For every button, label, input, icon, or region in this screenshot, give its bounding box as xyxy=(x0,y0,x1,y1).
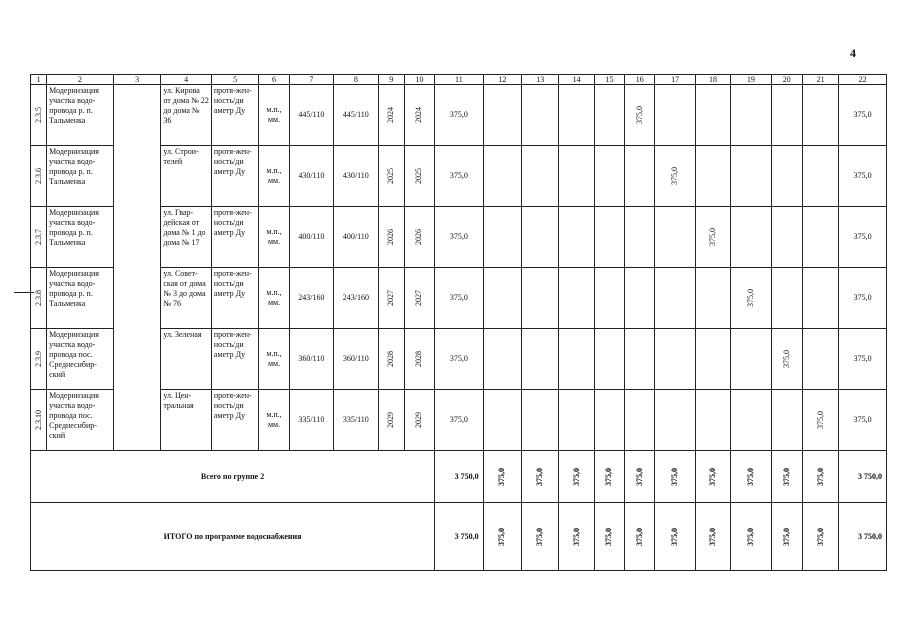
empty-cell xyxy=(695,85,730,146)
unit: м.п., мм. xyxy=(259,390,289,451)
start-year-text: 2025 xyxy=(386,168,396,184)
totals-yearly-value-text: 375,0 xyxy=(815,527,825,546)
total-cost: 375,0 xyxy=(435,146,484,207)
empty-cell xyxy=(771,268,802,329)
empty-cell xyxy=(559,146,594,207)
header-cell: 15 xyxy=(594,75,624,85)
project-name: Модернизация участка водо-провода р. п. Тальменка xyxy=(47,85,114,146)
total-cost: 375,0 xyxy=(435,390,484,451)
totals-yearly-value-text: 375,0 xyxy=(708,527,717,546)
value-col7: 360/110 xyxy=(289,329,333,390)
header-cell: 13 xyxy=(522,75,559,85)
yearly-value xyxy=(655,146,695,207)
empty-cell xyxy=(695,329,730,390)
totals-yearly-value xyxy=(771,451,802,503)
empty-cell xyxy=(483,390,521,451)
totals-yearly-value-text: 375,0 xyxy=(634,467,644,486)
empty-cell xyxy=(625,390,655,451)
empty-cell xyxy=(802,146,838,207)
empty-cell xyxy=(802,329,838,390)
start-year-text: 2026 xyxy=(386,229,396,245)
empty-cell xyxy=(522,146,559,207)
unit: м.п., мм. xyxy=(259,268,289,329)
row-number xyxy=(31,268,47,329)
row-number xyxy=(31,85,47,146)
totals-yearly-value-text: 375,0 xyxy=(745,467,755,486)
street-location: ул. Гвар-дейская от дома № 1 до дома № 17 xyxy=(161,207,212,268)
header-cell: 11 xyxy=(435,75,484,85)
header-cell: 10 xyxy=(404,75,434,85)
totals-yearly-value xyxy=(522,451,559,503)
empty-cell xyxy=(771,207,802,268)
row-number-text: 2.3.7 xyxy=(33,229,43,245)
yearly-value-text: 375,0 xyxy=(708,228,717,246)
row-end-total: 375,0 xyxy=(839,390,887,451)
totals-yearly-value-text: 375,0 xyxy=(781,467,791,486)
row-end-total: 375,0 xyxy=(839,146,887,207)
row-end-total: 375,0 xyxy=(839,85,887,146)
header-cell: 3 xyxy=(113,75,160,85)
yearly-value xyxy=(625,85,655,146)
totals-yearly-value-text: 375,0 xyxy=(571,467,581,486)
parameter: протя-жен-ность/ди аметр Ду xyxy=(211,268,258,329)
empty-cell xyxy=(655,268,695,329)
totals-yearly-value-text: 375,0 xyxy=(535,527,545,546)
total-cost: 375,0 xyxy=(435,329,484,390)
row-number-text: 2.3.10 xyxy=(33,410,43,430)
empty-cell xyxy=(655,207,695,268)
value-col8: 430/110 xyxy=(334,146,378,207)
row-number xyxy=(31,207,47,268)
street-location: ул. Строи-телей xyxy=(161,146,212,207)
header-cell: 16 xyxy=(625,75,655,85)
empty-cell xyxy=(731,146,771,207)
totals-yearly-value xyxy=(802,503,838,571)
column-3-empty xyxy=(113,85,160,451)
table-row xyxy=(31,85,887,146)
empty-cell xyxy=(522,329,559,390)
empty-cell xyxy=(771,85,802,146)
header-cell: 14 xyxy=(559,75,594,85)
value-col7: 445/110 xyxy=(289,85,333,146)
value-col8: 445/110 xyxy=(334,85,378,146)
end-year xyxy=(404,268,434,329)
end-year xyxy=(404,146,434,207)
totals-yearly-value xyxy=(731,503,771,571)
empty-cell xyxy=(559,329,594,390)
empty-cell xyxy=(594,85,624,146)
totals-yearly-value-text: 375,0 xyxy=(535,467,545,486)
totals-yearly-value xyxy=(483,503,521,571)
totals-yearly-value xyxy=(594,503,624,571)
total-cost: 375,0 xyxy=(435,207,484,268)
value-col8: 335/110 xyxy=(334,390,378,451)
header-cell: 5 xyxy=(211,75,258,85)
row-end-total: 375,0 xyxy=(839,329,887,390)
header-cell: 18 xyxy=(695,75,730,85)
project-name: Модернизация участка водо-провода пос. Среднесибир-ский xyxy=(47,329,114,390)
unit: м.п., мм. xyxy=(259,329,289,390)
header-cell: 12 xyxy=(483,75,521,85)
yearly-value-text: 375,0 xyxy=(815,411,825,429)
yearly-value-text: 375,0 xyxy=(634,106,644,124)
totals-yearly-value-text: 375,0 xyxy=(708,467,717,486)
totals-sum: 3 750,0 xyxy=(435,451,484,503)
header-cell: 20 xyxy=(771,75,802,85)
totals-yearly-value xyxy=(625,451,655,503)
project-name: Модернизация участка водо-провода р. п. Тальменка xyxy=(47,146,114,207)
value-col7: 335/110 xyxy=(289,390,333,451)
end-year xyxy=(404,85,434,146)
empty-cell xyxy=(483,207,521,268)
row-end-total: 375,0 xyxy=(839,268,887,329)
totals-yearly-value-text: 375,0 xyxy=(497,467,507,486)
header-cell: 8 xyxy=(334,75,378,85)
yearly-value xyxy=(771,329,802,390)
empty-cell xyxy=(731,207,771,268)
empty-cell xyxy=(483,85,521,146)
total-cost: 375,0 xyxy=(435,268,484,329)
header-cell: 21 xyxy=(802,75,838,85)
street-location: ул. Кирова от дома № 22 до дома № 36 xyxy=(161,85,212,146)
totals-yearly-value-text: 375,0 xyxy=(781,527,791,546)
totals-yearly-value-text: 375,0 xyxy=(815,467,825,486)
header-cell: 19 xyxy=(731,75,771,85)
header-cell: 22 xyxy=(839,75,887,85)
value-col7: 430/110 xyxy=(289,146,333,207)
street-location: ул. Цен-тральная xyxy=(161,390,212,451)
empty-cell xyxy=(625,268,655,329)
end-year-text: 2029 xyxy=(414,412,424,428)
value-col8: 400/110 xyxy=(334,207,378,268)
totals-yearly-value xyxy=(483,451,521,503)
project-name: Модернизация участка водо-провода пос. Среднесибир-ский xyxy=(47,390,114,451)
totals-yearly-value xyxy=(594,451,624,503)
yearly-value xyxy=(731,268,771,329)
totals-yearly-value xyxy=(522,503,559,571)
totals-yearly-value xyxy=(695,503,730,571)
total-cost: 375,0 xyxy=(435,85,484,146)
water-supply-program-table xyxy=(30,74,887,571)
empty-cell xyxy=(655,390,695,451)
empty-cell xyxy=(695,390,730,451)
empty-cell xyxy=(559,390,594,451)
row-number xyxy=(31,390,47,451)
row-number-text: 2.3.8 xyxy=(33,290,43,306)
totals-yearly-value-text: 375,0 xyxy=(745,527,755,546)
empty-cell xyxy=(522,390,559,451)
empty-cell xyxy=(731,390,771,451)
empty-cell xyxy=(802,85,838,146)
empty-cell xyxy=(655,85,695,146)
totals-yearly-value xyxy=(559,451,594,503)
empty-cell xyxy=(731,329,771,390)
empty-cell xyxy=(625,146,655,207)
row-number xyxy=(31,329,47,390)
start-year xyxy=(378,329,404,390)
value-col7: 243/160 xyxy=(289,268,333,329)
totals-yearly-value xyxy=(731,451,771,503)
empty-cell xyxy=(594,390,624,451)
unit: м.п., мм. xyxy=(259,207,289,268)
header-cell: 2 xyxy=(47,75,114,85)
parameter: протя-жен-ность/ди аметр Ду xyxy=(211,329,258,390)
totals-row xyxy=(31,451,887,503)
row-number-text: 2.3.9 xyxy=(33,351,43,367)
street-location: ул. Совет-ская от дома № 3 до дома № 76 xyxy=(161,268,212,329)
start-year-text: 2027 xyxy=(386,290,396,306)
totals-yearly-value-text: 375,0 xyxy=(571,527,581,546)
totals-end: 3 750,0 xyxy=(839,451,887,503)
header-cell: 1 xyxy=(31,75,47,85)
value-col7: 400/110 xyxy=(289,207,333,268)
yearly-value-text: 375,0 xyxy=(781,350,791,368)
unit: м.п., мм. xyxy=(259,146,289,207)
empty-cell xyxy=(522,85,559,146)
empty-cell xyxy=(802,268,838,329)
empty-cell xyxy=(559,268,594,329)
end-year-text: 2024 xyxy=(414,107,424,123)
totals-row xyxy=(31,503,887,571)
parameter: протя-жен-ность/ди аметр Ду xyxy=(211,207,258,268)
empty-cell xyxy=(522,207,559,268)
parameter: протя-жен-ность/ди аметр Ду xyxy=(211,146,258,207)
row-number-text: 2.3.5 xyxy=(33,107,43,123)
totals-yearly-value xyxy=(771,503,802,571)
start-year-text: 2029 xyxy=(386,412,396,428)
totals-sum: 3 750,0 xyxy=(435,503,484,571)
yearly-value-text: 375,0 xyxy=(670,167,680,185)
totals-yearly-value-text: 375,0 xyxy=(604,527,614,546)
value-col8: 243/160 xyxy=(334,268,378,329)
header-cell: 4 xyxy=(161,75,212,85)
start-year xyxy=(378,207,404,268)
yearly-value xyxy=(695,207,730,268)
end-year-text: 2025 xyxy=(414,168,424,184)
totals-end: 3 750,0 xyxy=(839,503,887,571)
row-end-total: 375,0 xyxy=(839,207,887,268)
parameter: протя-жен-ность/ди аметр Ду xyxy=(211,390,258,451)
totals-yearly-value-text: 375,0 xyxy=(497,527,507,546)
empty-cell xyxy=(771,390,802,451)
end-year xyxy=(404,207,434,268)
value-col8: 360/110 xyxy=(334,329,378,390)
start-year xyxy=(378,268,404,329)
empty-cell xyxy=(695,268,730,329)
header-cell: 7 xyxy=(289,75,333,85)
header-cell: 6 xyxy=(259,75,289,85)
row-number xyxy=(31,146,47,207)
empty-cell xyxy=(695,146,730,207)
end-year xyxy=(404,329,434,390)
totals-label: ИТОГО по программе водоснабжения xyxy=(31,503,435,571)
yearly-value xyxy=(802,390,838,451)
start-year-text: 2024 xyxy=(386,107,396,123)
empty-cell xyxy=(771,146,802,207)
empty-cell xyxy=(594,207,624,268)
empty-cell xyxy=(522,268,559,329)
totals-yearly-value xyxy=(802,451,838,503)
totals-yearly-value xyxy=(655,503,695,571)
totals-yearly-value xyxy=(625,503,655,571)
header-cell: 9 xyxy=(378,75,404,85)
project-name: Модернизация участка водо-провода р. п. Тальменка xyxy=(47,207,114,268)
empty-cell xyxy=(483,146,521,207)
start-year xyxy=(378,85,404,146)
header-row xyxy=(31,75,887,85)
empty-cell xyxy=(655,329,695,390)
totals-yearly-value-text: 375,0 xyxy=(634,527,644,546)
totals-yearly-value xyxy=(655,451,695,503)
end-year xyxy=(404,390,434,451)
end-year-text: 2027 xyxy=(414,290,424,306)
empty-cell xyxy=(594,268,624,329)
empty-cell xyxy=(559,207,594,268)
start-year-text: 2028 xyxy=(386,351,396,367)
empty-cell xyxy=(594,329,624,390)
row-number-text: 2.3.6 xyxy=(33,168,43,184)
start-year xyxy=(378,390,404,451)
yearly-value-text: 375,0 xyxy=(745,289,755,307)
totals-yearly-value-text: 375,0 xyxy=(670,467,680,486)
empty-cell xyxy=(625,329,655,390)
totals-yearly-value-text: 375,0 xyxy=(670,527,680,546)
page-number: 4 xyxy=(850,46,856,60)
empty-cell xyxy=(802,207,838,268)
empty-cell xyxy=(559,85,594,146)
totals-yearly-value xyxy=(559,503,594,571)
parameter: протя-жен-ность/ди аметр Ду xyxy=(211,85,258,146)
empty-cell xyxy=(625,207,655,268)
end-year-text: 2026 xyxy=(414,229,424,245)
totals-yearly-value-text: 375,0 xyxy=(604,467,614,486)
empty-cell xyxy=(731,85,771,146)
empty-cell xyxy=(594,146,624,207)
header-cell: 17 xyxy=(655,75,695,85)
totals-yearly-value xyxy=(695,451,730,503)
street-location: ул. Зеленая xyxy=(161,329,212,390)
end-year-text: 2028 xyxy=(414,351,424,367)
empty-cell xyxy=(483,268,521,329)
start-year xyxy=(378,146,404,207)
unit: м.п., мм. xyxy=(259,85,289,146)
project-name: Модернизация участка водо-провода р. п. Тальменка xyxy=(47,268,114,329)
empty-cell xyxy=(483,329,521,390)
totals-label: Всего по группе 2 xyxy=(31,451,435,503)
